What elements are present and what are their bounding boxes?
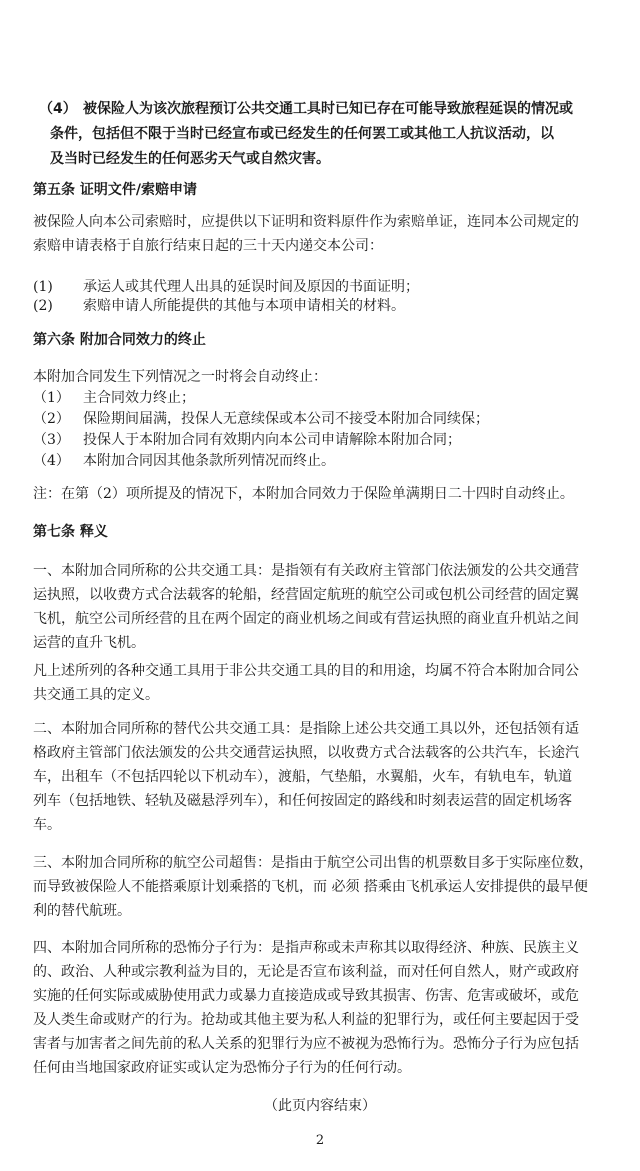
- item-text-line-1: 被保险人为该次旅程预订公共交通工具时已知已存在可能导致旅程延误的情况或: [83, 101, 573, 117]
- item-number: （3）: [33, 432, 70, 448]
- item-text-line-3: 及当时已经发生的任何恶劣天气或自然灾害。: [50, 151, 330, 167]
- definition-2-line-3: 车，出租车（不包括四轮以下机动车），渡船，气垫船，水翼船，火车，有轨电车，轨道: [33, 769, 572, 785]
- item-number: （4）: [33, 453, 70, 469]
- article-5-intro-line-1: 被保险人向本公司索赔时，应提供以下证明和资料原件作为索赔单证，连同本公司规定的: [33, 214, 579, 230]
- item-text: 索赔申请人所能提供的其他与本项申请相关的材料。: [83, 298, 405, 314]
- definition-4-line-2: 的、政治、人种或宗教利益为目的，无论是否宣布该利益，而对任何自然人，财产或政府: [33, 964, 579, 980]
- definition-4-line-5: 害者与加害者之间先前的私人关系的犯罪行为应不被视为恐怖行为。恐怖分子行为应包括: [33, 1036, 579, 1052]
- article-7-title: 第七条 释义: [33, 524, 108, 540]
- item-text: 主合同效力终止；: [83, 390, 195, 406]
- definition-2-line-4: 列车（包括地铁、轻轨及磁悬浮列车），和任何按固定的路线和时刻表运营的固定机场客: [33, 793, 572, 809]
- definition-1b-line-1: 凡上述所列的各种交通工具用于非公共交通工具的目的和用途，均属不符合本附加合同公: [33, 663, 579, 679]
- definition-4-line-3: 实施的任何实际或威胁使用武力或暴力直接造成或导致其损害、伤害、危害或破坏，或危: [33, 988, 579, 1004]
- item-number: （2）: [33, 411, 70, 427]
- item-number: (2): [33, 298, 53, 314]
- article-5-item-2: [33, 293, 613, 319]
- article-6-intro: 本附加合同发生下列情况之一时将会自动终止：: [33, 369, 327, 385]
- end-of-page-note: （此页内容结束）: [264, 1098, 376, 1114]
- definition-4-line-4: 及人类生命或财产的行为。抢劫或其他主要为私人利益的犯罪行为，或任何主要起因于受: [33, 1012, 579, 1028]
- article-6-title: 第六条 附加合同效力的终止: [33, 332, 206, 348]
- article-5-title: 第五条 证明文件/索赔申请: [33, 182, 197, 198]
- item-text: 投保人于本附加合同有效期内向本公司申请解除本附加合同；: [83, 432, 461, 448]
- page-number: 2: [315, 1133, 325, 1148]
- definition-3-line-2: 而导致被保险人不能搭乘原计划乘搭的飞机，而 必须 搭乘由飞机承运人安排提供的最早便: [33, 879, 588, 895]
- definition-2-line-2: 格政府主管部门依法颁发的公共交通营运执照，以收费方式合法载客的公共汽车，长途汽: [33, 745, 579, 761]
- item-number: (1): [33, 279, 53, 295]
- definition-2-line-5: 车。: [33, 817, 61, 833]
- definition-1b-line-2: 共交通工具的定义。: [33, 687, 159, 703]
- article-6-item-4: [33, 448, 613, 474]
- definition-3-line-3: 利的替代航班。: [33, 903, 131, 919]
- item-text-line-2: 条件，包括但不限于当时已经宣布或已经发生的任何罢工或其他工人抗议活动，以: [50, 126, 554, 142]
- definition-1-line-3: 飞机，航空公司所经营的且在两个固定的商业机场之间或有营运执照的商业直升机站之间: [33, 611, 579, 627]
- article-6-note: 注：在第（2）项所提及的情况下，本附加合同效力于保险单满期日二十四时自动终止。: [33, 486, 574, 502]
- definition-1-line-4: 运营的直升飞机。: [33, 635, 145, 651]
- definition-4-line-6: 任何由当地国家政府证实或认定为恐怖分子行为的任何行动。: [33, 1060, 411, 1076]
- definition-3-line-1: 三、本附加合同所称的航空公司超售：是指由于航空公司出售的机票数目多于实际座位数，: [33, 855, 593, 871]
- item-text: 本附加合同因其他条款所列情况而终止。: [83, 453, 335, 469]
- exclusion-item-4: [33, 96, 613, 122]
- article-5-intro-line-2: 索赔申请表格于自旅行结束日起的三十天内递交本公司：: [33, 238, 383, 254]
- item-text: 承运人或其代理人出具的延误时间及原因的书面证明；: [83, 279, 419, 295]
- item-text: 保险期间届满，投保人无意续保或本公司不接受本附加合同续保；: [83, 411, 489, 427]
- definition-1-line-2: 运执照，以收费方式合法载客的轮船，经营固定航班的航空公司或包机公司经营的固定翼: [33, 587, 579, 603]
- item-number: （1）: [33, 390, 70, 406]
- definition-4-line-1: 四、本附加合同所称的恐怖分子行为：是指声称或未声称其以取得经济、种族、民族主义: [33, 940, 579, 956]
- definition-1-line-1: 一、本附加合同所称的公共交通工具：是指领有有关政府主管部门依法颁发的公共交通营: [33, 563, 579, 579]
- item-number: （4）: [39, 101, 77, 117]
- definition-2-line-1: 二、本附加合同所称的替代公共交通工具：是指除上述公共交通工具以外，还包括领有适: [33, 721, 579, 737]
